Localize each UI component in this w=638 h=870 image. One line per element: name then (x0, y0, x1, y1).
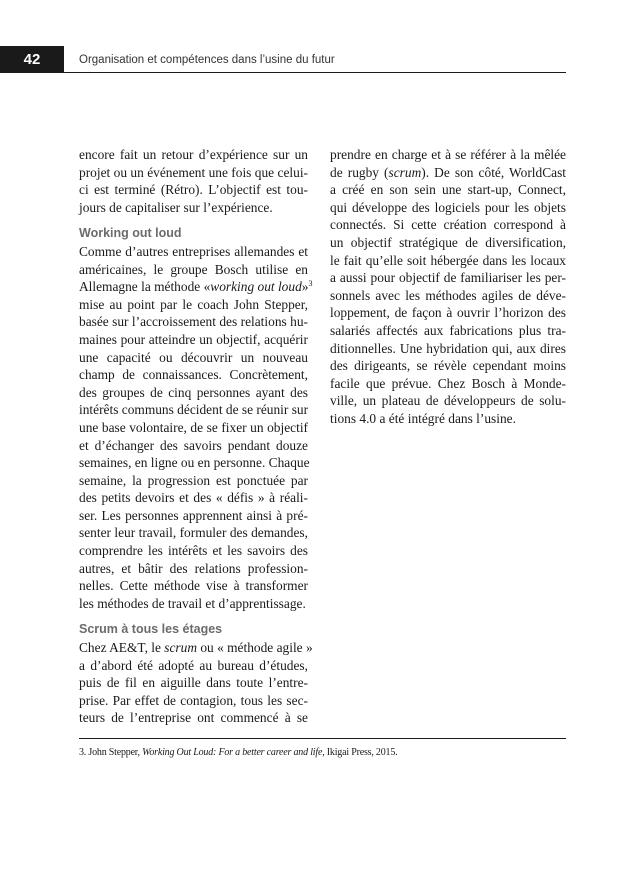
text-fragment: Allemagne la méthode « (79, 279, 211, 295)
text-line: des dirigeants, se révèle cependant moins (330, 358, 566, 374)
text-line: le fait qu’elle soit hébergée dans les locaux (330, 252, 566, 268)
text-line: a créé en son sein une start-up, Connect, (330, 182, 566, 198)
text-line: intérêts communs décident de se réunir sur (79, 402, 309, 418)
text-line: et d’échanger des savoirs pendant douze (79, 437, 308, 453)
text-line: qui développe des logiciels pour les objets (330, 199, 566, 215)
text-line: jours de capitaliser sur l’expérience. (79, 199, 273, 215)
text-line: a aussi pour objectif de familiariser les per- (330, 270, 566, 286)
footnote-reference: 3 (308, 279, 313, 289)
text-line: loppement, de façon à ouvrir l’horizon des (330, 305, 566, 321)
spacer (79, 612, 308, 621)
running-title: Organisation et compétences dans l’usine du futur (79, 54, 335, 66)
text-line: les méthodes de travail et d’apprentissage. (79, 595, 306, 611)
text-line: un objectif stratégique de diversification, (330, 234, 566, 250)
header-rule (0, 72, 566, 73)
text-line: tions 4.0 a été intégré dans l’usine. (330, 410, 516, 426)
text-line: sonnels avec les méthodes agiles de déve- (330, 287, 566, 303)
scrum-paragraph (79, 639, 313, 727)
text-line: teurs de l’entreprise ont commencé à se (79, 710, 308, 726)
text-line: nelles. Cette méthode vise à transformer (79, 578, 308, 594)
text-fragment: » (301, 279, 309, 295)
spacer (79, 216, 308, 225)
text-line: ditionnelles. Une hybridation qui, aux dires (330, 340, 566, 356)
section-heading-working-out-loud: Working out loud (79, 226, 182, 241)
text-fragment: ou « méthode agile » (197, 640, 313, 656)
text-line: des groupes de cinq personnes ayant des (79, 384, 308, 400)
italic-term: scrum (388, 164, 422, 180)
text-line-with-italic (330, 164, 566, 182)
text-line: encore fait un retour d’expérience sur un (79, 147, 308, 162)
working-out-loud-paragraph (79, 243, 313, 612)
text-line: une base volontaire, de se fixer un objectif (79, 419, 308, 435)
text-line-with-footnote (79, 278, 313, 296)
text-line: projet ou un événement une fois que celui- (79, 164, 308, 180)
text-line-with-italic (79, 639, 313, 657)
text-fragment: Chez AE&T, le (79, 640, 165, 656)
text-line: Comme d’autres entreprises allemandes et (79, 243, 308, 259)
page-number: 42 (23, 51, 41, 68)
footnote-rule (79, 738, 566, 739)
text-fragment: ). De son côté, WorldCast (421, 164, 566, 180)
right-column (330, 146, 566, 428)
text-line: puis de fil en aiguille dans toute l’entre- (79, 675, 308, 691)
text-line: des petits devoirs et des « défis » à réali- (79, 490, 308, 506)
text-line: américaines, le groupe Bosch utilise en (79, 261, 308, 277)
footnote-text: 3. John Stepper, (79, 747, 143, 758)
footnote-book-title: Working Out Loud: For a better career and life (142, 747, 323, 758)
footnote-text: , Ikigai Press, 2015. (322, 747, 398, 758)
text-line: ci est terminé (Rétro). L’objectif est tou- (79, 182, 308, 198)
text-line: prise. Par effet de contagion, tous les sec- (79, 692, 308, 708)
text-line: champ de connaissances. Concrètement, (79, 367, 308, 383)
italic-term: scrum (164, 640, 198, 656)
text-line: autres, et bâtir des relations profession- (79, 560, 308, 576)
text-line: connectés. Si cette création correspond à (330, 217, 566, 233)
text-line: basée sur l’accroissement des relations hu- (79, 314, 308, 330)
italic-term: working out loud (210, 279, 302, 295)
text-line: senter leur travail, formuler des demandes, (79, 525, 308, 541)
text-line: prendre en charge et à se référer à la mêlée (330, 147, 566, 162)
text-line: salariés affectés aux fabrications plus tra- (330, 322, 566, 338)
text-line: comprendre les intérêts et les savoirs des (79, 543, 308, 559)
text-line: mise au point par le coach John Stepper, (79, 296, 308, 312)
intro-paragraph (79, 146, 308, 216)
left-column (79, 146, 313, 727)
text-line: facile que prévue. Chez Bosch à Monde- (330, 375, 566, 391)
page-number-tab (0, 46, 64, 73)
right-paragraph (330, 146, 566, 428)
text-fragment: de rugby ( (330, 164, 389, 180)
text-line: une capacité ou découvrir un nouveau (79, 349, 308, 365)
text-line: a d’abord été adopté au bureau d’études, (79, 657, 308, 673)
text-line: maines pour atteindre un objectif, acquérir (79, 331, 308, 347)
section-heading-scrum: Scrum à tous les étages (79, 622, 223, 637)
text-line: ville, un plateau de développeurs de solu- (330, 393, 566, 409)
footnote (79, 746, 566, 759)
text-line: semaines, en ligne ou en personne. Chaque (79, 455, 310, 471)
text-line: ser. Les personnes apprennent ainsi à pré- (79, 507, 308, 523)
text-line: semaine, la progression est ponctuée par (79, 472, 308, 488)
